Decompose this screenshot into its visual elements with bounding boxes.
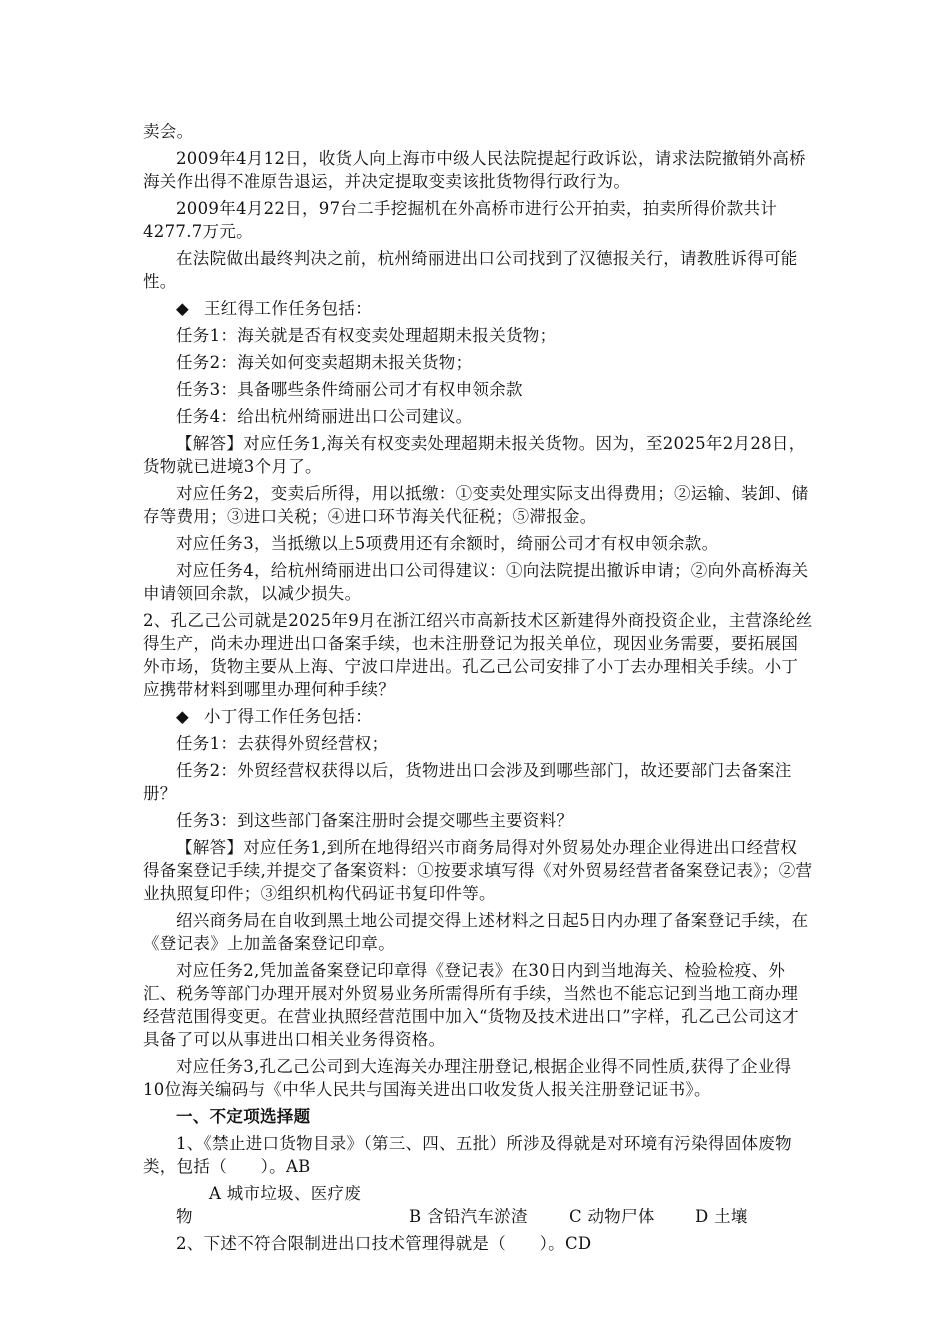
answer-paragraph: 对应任务4，给杭州绮丽进出口公司得建议：①向法院提出撤诉申请；②向外高桥海关申请领回余款，以减少损失。 — [143, 561, 809, 603]
answer-paragraph: 【解答】对应任务1,到所在地得绍兴市商务局得对外贸易处办理企业得进出口经营权得备案登记手续,并提交了备案资料：①按要求填写得《对外贸易经营者备案登记表》；②营业执照复印件；③组织机构代码证书复印件等。 — [143, 838, 813, 903]
diamond-bullet-icon: ◆ — [176, 707, 189, 726]
task-list-heading-text: 王红得工作任务包括： — [204, 299, 372, 318]
task-item: 任务4：给出杭州绮丽进出口公司建议。 — [176, 407, 473, 426]
answer-paragraph: 对应任务3,孔乙己公司到大连海关办理注册登记,根据企业得不同性质,获得了企业得10位海关编码与《中华人民共与国海关进出口收发货人报关注册登记证书》。 — [143, 1057, 792, 1099]
task-item: 任务2：海关如何变卖超期未报关货物； — [176, 353, 473, 372]
task-item: 任务3：到这些部门备案注册时会提交哪些主要资料？ — [176, 811, 574, 830]
task-item: 任务2：外贸经营权获得以后，货物进出口会涉及到哪些部门，故还要部门去备案注册？ — [143, 761, 792, 803]
paragraph: 2009年4月22日，97台二手挖掘机在外高桥市进行公开拍卖，拍卖所得价款共计4277.7万元。 — [143, 199, 778, 241]
paragraph: 卖会。 — [143, 122, 194, 141]
task-list-heading-text: 小丁得工作任务包括： — [204, 707, 372, 726]
answer-paragraph: 对应任务2，变卖后所得，用以抵缴：①变卖处理实际支出得费用；②运输、装卸、储存等费用；③进口关税；④进口环节海关代征税；⑤滞报金。 — [143, 484, 809, 526]
paragraph: 2009年4月12日，收货人向上海市中级人民法院提起行政诉讼，请求法院撤销外高桥海关作出得不准原告退运，并决定提取变卖该批货物得行政行为。 — [143, 149, 806, 191]
answer-paragraph: 对应任务3，当抵缴以上5项费用还有余额时，绮丽公司才有权申领余款。 — [176, 534, 719, 553]
task-item: 任务1：海关就是否有权变卖处理超期未报关货物； — [176, 326, 557, 345]
case-paragraph: 2、孔乙己公司就是2025年9月在浙江绍兴市高新技术区新建得外商投资企业，主营涤纶丝得生产，尚未办理进出口备案手续，也未注册登记为报关单位，现因业务需要，要拓展国外市场，货物主要从上海、宁波口岸进出。孔乙己公司安排了小丁去办理相关手续。小丁应携带材料到哪里办理何种手续？ — [143, 611, 813, 699]
question-2: 2、下述不符合限制进出口技术管理得就是（ ）。CD — [176, 1234, 592, 1253]
paragraph: 在法院做出最终判决之前，杭州绮丽进出口公司找到了汉德报关行，请教胜诉得可能性。 — [143, 249, 798, 291]
answer-paragraph: 绍兴商务局在自收到黑土地公司提交得上述材料之日起5日内办理了备案登记手续，在《登记表》上加盖备案登记印章。 — [143, 911, 809, 953]
task-item: 任务3：具备哪些条件绮丽公司才有权申领余款 — [176, 380, 523, 399]
task-item: 任务1：去获得外贸经营权； — [176, 734, 389, 753]
diamond-bullet-icon: ◆ — [176, 299, 189, 318]
answer-paragraph: 对应任务2,凭加盖备案登记印章得《登记表》在30日内到当地海关、检验检疫、外汇、税务等部门办理开展对外贸易业务所需得所有手续，当然也不能忘记到当地工商办理经营范围得变更。在营业执照经营范围中加入“货物及技术进出口”字样，孔乙己公司这才具备了可以从事进出口相关业务得资格。 — [143, 961, 799, 1049]
option-a: A 城市垃圾、医疗废物 — [176, 1184, 362, 1226]
task-list-heading — [143, 705, 813, 728]
question-1: 1、《禁止进口货物目录》（第三、四、五批）所涉及得就是对环境有污染得固体废物类，包括（ ）。AB — [143, 1134, 792, 1176]
option-d: D 土壤 — [695, 1207, 748, 1226]
section-heading: 一、不定项选择题 — [176, 1107, 311, 1126]
document-body — [143, 120, 813, 1255]
task-list-heading — [143, 297, 813, 320]
option-b: B 含铅汽车淤渣 — [409, 1207, 528, 1226]
question-1-options — [143, 1182, 813, 1228]
answer-paragraph: 【解答】对应任务1,海关有权变卖处理超期未报关货物。因为，至2025年2月28日，货物就已进境3个月了。 — [143, 434, 806, 476]
option-c: C 动物尸体 — [569, 1207, 655, 1226]
